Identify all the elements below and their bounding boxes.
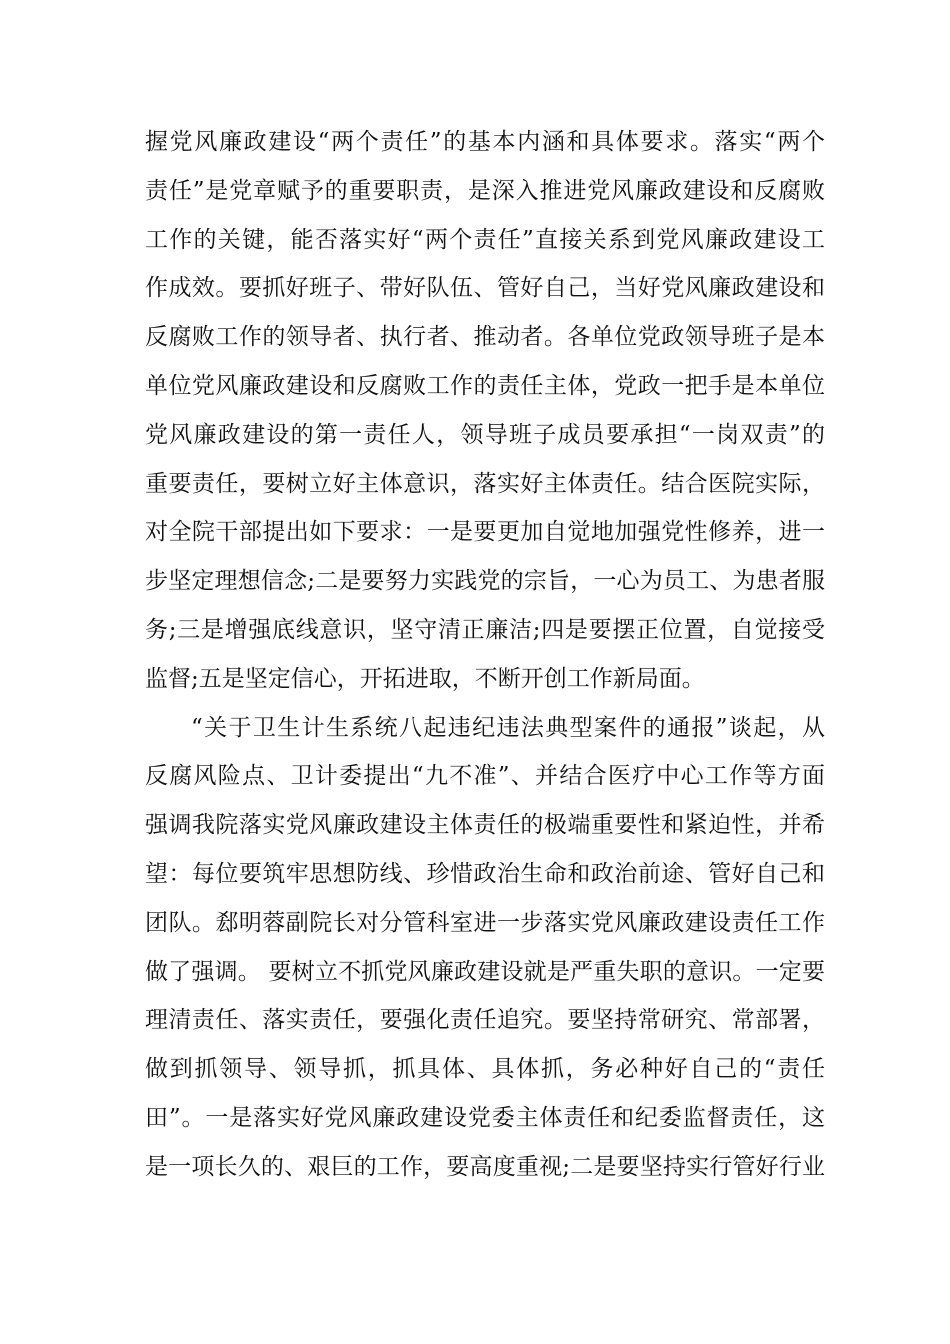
body-text: [145, 118, 825, 1192]
text-line: 握党风廉政建设“两个责任”的基本内涵和具体要求。落实“两个: [145, 129, 825, 155]
paragraph-start-line: “关于卫生计生系统八起违纪违法典型案件的通报”谈起，从: [191, 714, 825, 741]
text-line: 做了强调。 要树立不抓党风廉政建设就是严重失职的意识。一定要: [145, 958, 825, 985]
text-line: 是一项长久的、艰巨的工作，要高度重视;二是要坚持实行管好行业: [145, 1153, 825, 1180]
text-line: 作成效。要抓好班子、带好队伍、管好自己，当好党风廉政建设和: [145, 275, 825, 302]
text-line: 团队。郄明蓉副院长对分管科室进一步落实党风廉政建设责任工作: [145, 909, 825, 936]
text-line: 反腐风险点、卫计委提出“九不准”、并结合医疗中心工作等方面: [145, 763, 825, 790]
text-line: 理清责任、落实责任，要强化责任追究。要坚持常研究、常部署，: [145, 1007, 825, 1034]
text-line: 做到抓领导、领导抓，抓具体、具体抓，务必种好自己的“责任: [145, 1056, 825, 1083]
text-line: 反腐败工作的领导者、执行者、推动者。各单位党政领导班子是本: [145, 324, 825, 351]
text-line: 田”。一是落实好党风廉政建设党委主体责任和纪委监督责任，这: [145, 1104, 825, 1131]
text-line: 监督;五是坚定信心，开拓进取，不断开创工作新局面。: [145, 665, 705, 692]
text-line: 务;三是增强底线意识，坚守清正廉洁;四是要摆正位置，自觉接受: [145, 616, 825, 643]
text-line: 责任”是党章赋予的重要职责，是深入推进党风廉政建设和反腐败: [145, 177, 825, 204]
text-line: 望：每位要筑牢思想防线、珍惜政治生命和政治前途、管好自己和: [145, 860, 825, 887]
text-line: 重要责任，要树立好主体意识，落实好主体责任。结合医院实际，: [145, 470, 825, 497]
text-line: 对全院干部提出如下要求：一是要更加自觉地加强党性修养，进一: [145, 519, 825, 546]
text-line: 工作的关键，能否落实好“两个责任”直接关系到党风廉政建设工: [145, 226, 825, 253]
text-line: 单位党风廉政建设和反腐败工作的责任主体，党政一把手是本单位: [145, 372, 825, 399]
text-line: 步坚定理想信念;二是要努力实践党的宗旨，一心为员工、为患者服: [145, 568, 825, 595]
text-line: 党风廉政建设的第一责任人，领导班子成员要承担“一岗双责”的: [145, 421, 825, 448]
text-line: 强调我院落实党风廉政建设主体责任的极端重要性和紧迫性，并希: [145, 812, 825, 839]
